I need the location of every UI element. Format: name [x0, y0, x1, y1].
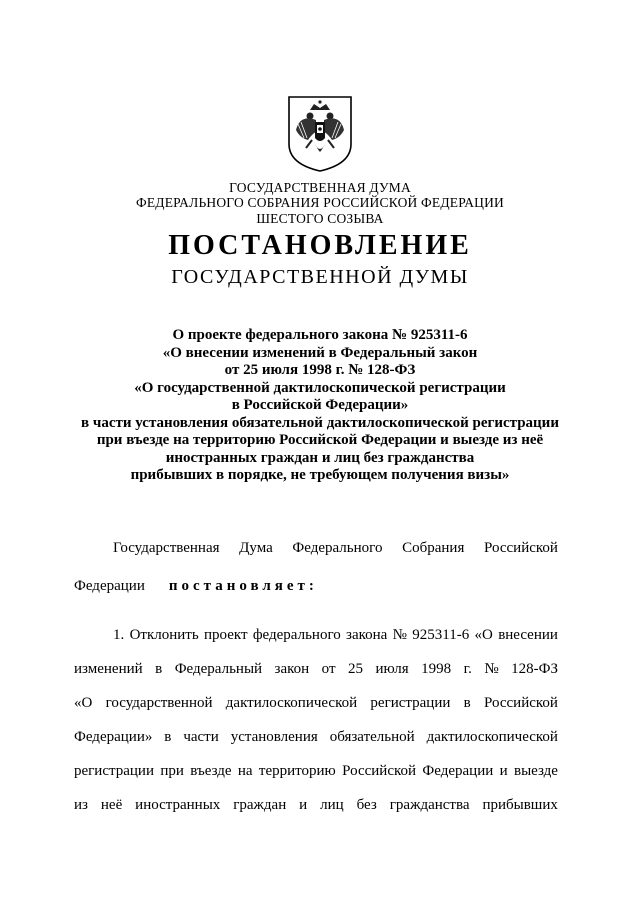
word: в	[155, 661, 163, 677]
word: Федерации»	[74, 729, 153, 745]
word: неё	[100, 797, 123, 813]
word: граждан	[233, 797, 287, 813]
word: Федерации	[74, 578, 145, 594]
bill-title-line: иностранных граждан и лиц без гражданства	[165, 449, 475, 466]
bill-title-line: прибывших в порядке, не требующем получения визы»	[130, 467, 510, 483]
word: в	[463, 695, 471, 711]
word: и	[299, 797, 308, 813]
word: №	[484, 661, 499, 677]
word: 1998	[421, 661, 452, 677]
coat-of-arms-emblem	[286, 94, 354, 174]
word: обязательной	[329, 729, 415, 745]
word: государственной	[105, 695, 213, 711]
word: установления	[230, 729, 318, 745]
word: Отклонить	[129, 627, 199, 643]
document-title: ПОСТАНОВЛЕНИЕ	[168, 230, 472, 261]
word: Федеральный	[174, 661, 263, 677]
paragraph-1-line-6	[74, 797, 558, 814]
bill-title-line: от 25 июля 1998 г. № 128-ФЗ	[224, 362, 416, 378]
bill-title	[0, 327, 640, 485]
word: части	[183, 729, 219, 745]
word: Российской	[342, 763, 417, 779]
word: иностранных	[135, 797, 221, 813]
word: въезде	[190, 763, 232, 779]
document-subtitle: ГОСУДАРСТВЕННОЙ ДУМЫ	[171, 266, 469, 288]
word: июля	[375, 661, 409, 677]
word: территорию	[258, 763, 336, 779]
word: г.	[463, 661, 472, 677]
paragraph-1-line-3	[74, 695, 558, 712]
word: внесении	[498, 627, 558, 643]
word: закон	[274, 661, 310, 677]
decree-word: постановляет:	[168, 578, 318, 594]
word: от	[321, 661, 336, 677]
word: 1.	[113, 627, 125, 643]
word: без	[356, 797, 377, 813]
header-duma: ГОСУДАРСТВЕННАЯ ДУМА	[229, 180, 411, 195]
word: Российской	[484, 540, 558, 556]
word: при	[160, 763, 184, 779]
word: в	[164, 729, 172, 745]
bill-title-line: О проекте федерального закона № 925311-6	[172, 327, 468, 343]
word: «О	[474, 627, 493, 643]
word: на	[237, 763, 253, 779]
word: регистрации	[74, 763, 154, 779]
word: изменений	[74, 661, 143, 677]
paragraph-1-line-2	[74, 661, 558, 678]
bill-title-line: в Российской Федерации»	[231, 397, 409, 413]
word: 25	[347, 661, 363, 677]
bill-title-line: при въезде на территорию Российской Федерации и выезде из неё	[96, 432, 544, 448]
bill-title-line: «О государственной дактилоскопической регистрации	[134, 379, 506, 396]
word: «О	[74, 695, 93, 711]
word: регистрации	[370, 695, 451, 711]
word: Собрания	[402, 540, 465, 556]
word: из	[74, 797, 88, 813]
paragraph-1-line-4	[74, 729, 558, 746]
word: Федерального	[292, 540, 383, 556]
word: 925311-6	[412, 627, 470, 643]
word: Федерации	[422, 763, 494, 779]
preamble-line-1	[113, 540, 558, 557]
word: дактилоскопической	[426, 729, 558, 745]
word: Дума	[239, 540, 273, 556]
word: Российской	[484, 695, 558, 711]
word: лиц	[320, 797, 344, 813]
word: 128-ФЗ	[511, 661, 558, 677]
word: прибывших	[482, 797, 558, 813]
word: гражданства	[389, 797, 470, 813]
word: дактилоскопической	[225, 695, 358, 711]
word: Государственная	[113, 540, 220, 556]
word: федерального	[252, 627, 341, 643]
word: выезде	[514, 763, 558, 779]
preamble-line-2	[74, 578, 558, 595]
paragraph-1-line-5	[74, 763, 558, 780]
header-federal-assembly: ФЕДЕРАЛЬНОГО СОБРАНИЯ РОССИЙСКОЙ ФЕДЕРАЦИИ	[136, 195, 504, 210]
paragraph-1-line-1	[113, 627, 558, 644]
word: и	[499, 763, 508, 779]
word: проект	[204, 627, 248, 643]
header-convocation: ШЕСТОГО СОЗЫВА	[256, 211, 384, 226]
bill-title-line: в части установления обязательной дактилоскопической регистрации	[81, 414, 559, 431]
word: закона	[346, 627, 388, 643]
word: №	[392, 627, 407, 643]
bill-title-line: «О внесении изменений в Федеральный закон	[162, 344, 478, 361]
